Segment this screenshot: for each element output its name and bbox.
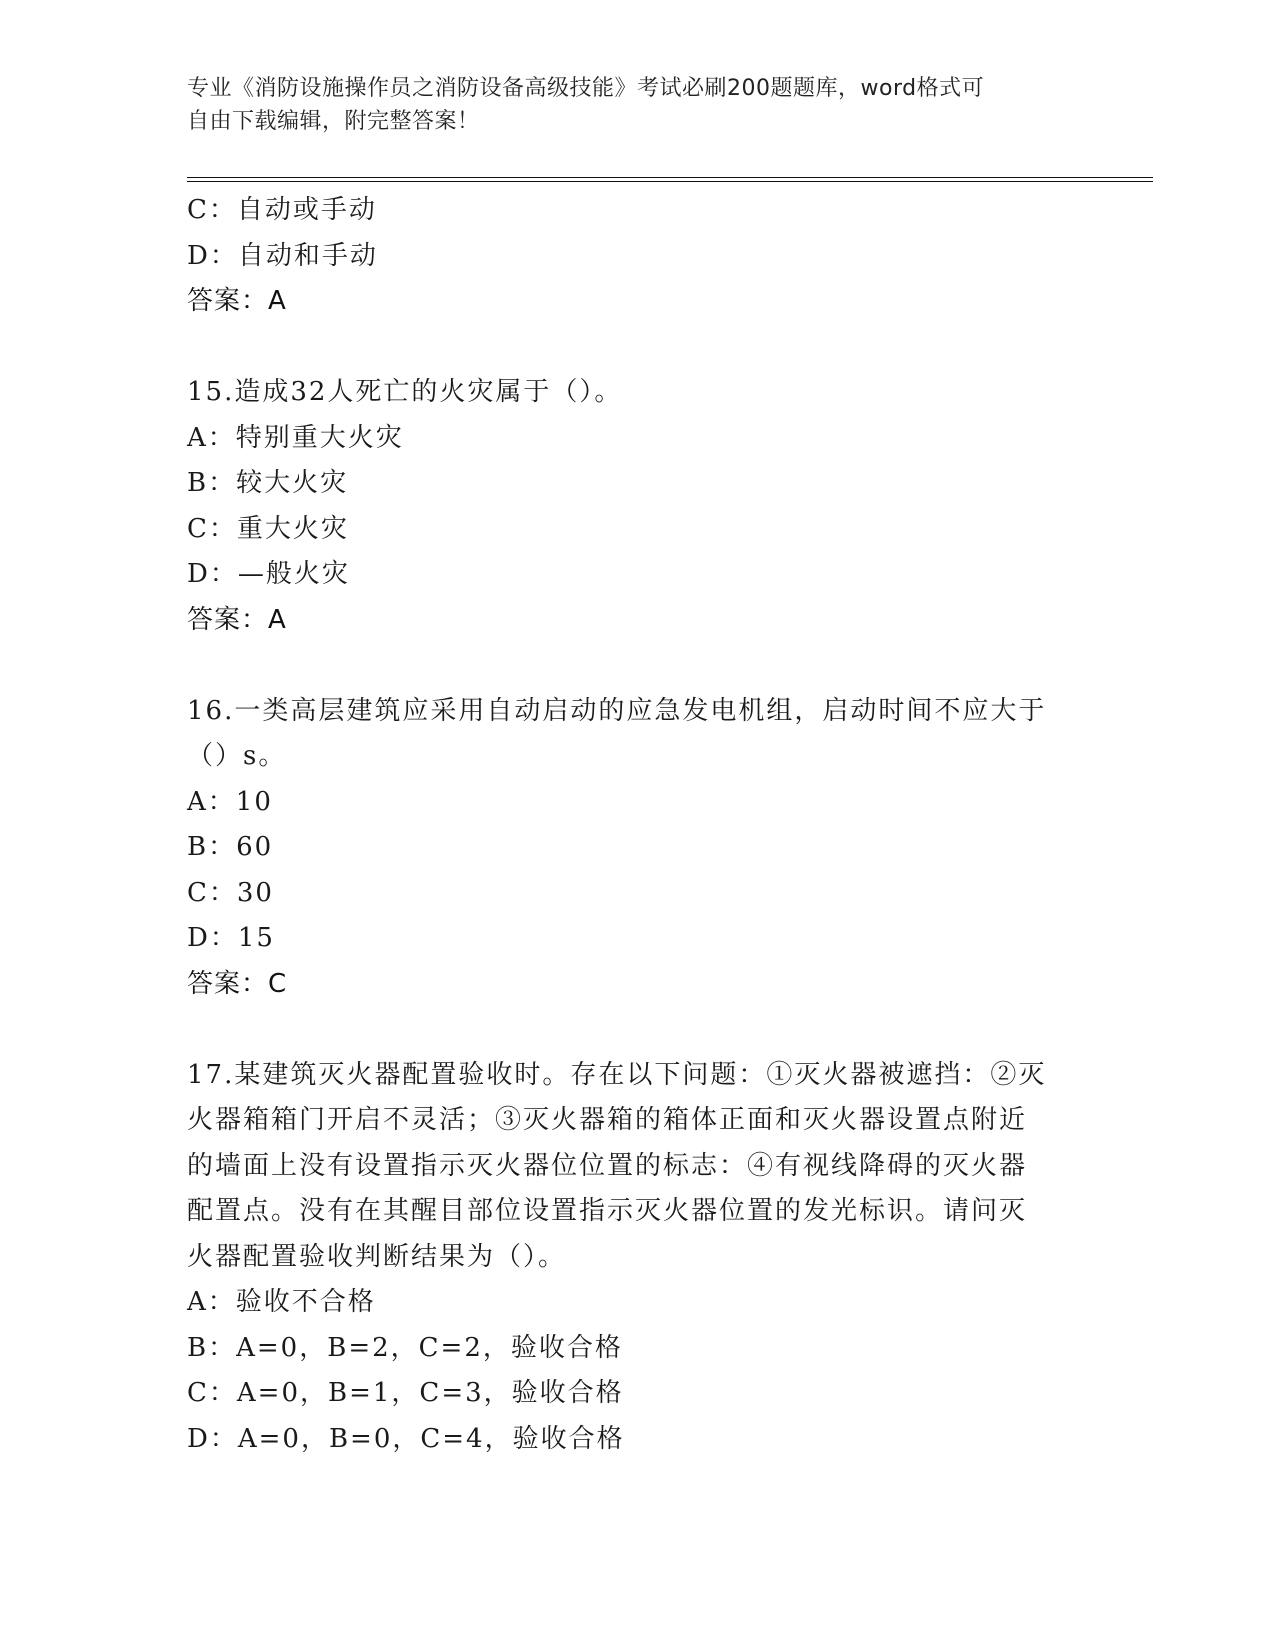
question-stem-line-5: 火器配置验收判断结果为（）。 [187, 1241, 567, 1272]
option-d: D：—般火灾 [187, 559, 350, 589]
option-a: A：验收不合格 [187, 1287, 376, 1317]
answer: 答案：A [187, 286, 287, 316]
option-c: C：自动或手动 [187, 195, 377, 225]
question-stem-line-4: 配置点。没有在其醒目部位设置指示灭火器位置的发光标识。请问灭 [187, 1196, 1028, 1226]
spacer [187, 325, 1087, 371]
question-stem-line-3: 的墙面上没有设置指示灭火器位位置的标志：④有视线降碍的灭火器 [187, 1150, 1028, 1181]
spacer [187, 643, 1087, 689]
question-stem-line-2: （）s。 [187, 741, 287, 771]
option-a: A：特别重大火灾 [187, 422, 404, 453]
question-stem-line-2: 火器箱箱门开启不灵活；③灭火器箱的箱体正面和灭火器设置点附近 [187, 1105, 1028, 1135]
question-15 [187, 370, 1087, 643]
question-list [187, 188, 1087, 1462]
option-c: C：30 [187, 877, 274, 908]
question-stem: 15.造成32人死亡的火灾属于（）。 [187, 377, 623, 407]
option-a: A：10 [187, 786, 273, 817]
option-d: D：A=0，B=0，C=4，验收合格 [187, 1423, 625, 1454]
page-header [187, 72, 1087, 138]
option-b: B：A=0，B=2，C=2，验收合格 [187, 1332, 623, 1363]
header-line-2: 自由下载编辑，附完整答案！ [187, 109, 480, 134]
question-stem-line-1: 16.一类高层建筑应采用自动启动的应急发电机组，启动时间不应大于 [187, 695, 1047, 726]
question-14-tail [187, 188, 1087, 325]
option-d: D：15 [187, 923, 275, 953]
option-b: B：较大火灾 [187, 468, 349, 498]
answer: 答案：A [187, 604, 287, 635]
option-c: C：A=0，B=1，C=3，验收合格 [187, 1378, 624, 1408]
header-divider [187, 177, 1153, 182]
option-b: B：60 [187, 832, 274, 862]
question-17 [187, 1053, 1087, 1463]
spacer [187, 1007, 1087, 1053]
answer: 答案：C [187, 968, 288, 999]
option-c: C：重大火灾 [187, 513, 349, 544]
question-stem-line-1: 17.某建筑灭火器配置验收时。存在以下问题：①灭火器被遮挡：②灭 [187, 1059, 1047, 1090]
option-d: D：自动和手动 [187, 240, 378, 271]
question-16 [187, 689, 1087, 1008]
header-line-1: 专业《消防设施操作员之消防设备高级技能》考试必刷200题题库，word格式可 [187, 76, 985, 101]
